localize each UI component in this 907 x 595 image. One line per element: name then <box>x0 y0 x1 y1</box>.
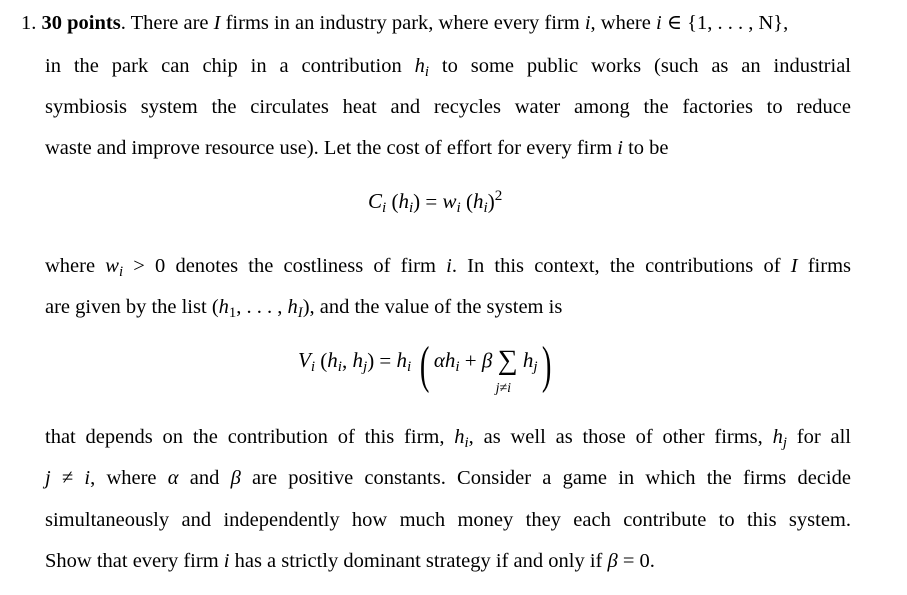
index-set: ∈ {1, . . . , N}, <box>666 12 789 34</box>
problem-line-9: simultaneously and independently how much money they each contribute to this system. <box>45 509 851 531</box>
problem-line-10: Show that every firm i has a strictly dominant strategy if and only if β = 0. <box>45 550 655 572</box>
problem-line-3: symbiosis system the circulates heat and recycles water among the factories to reduce <box>45 96 851 118</box>
cost-equation: $C_i$ $(h_i) = w_i$ $(h_i)^2$ <box>368 188 503 217</box>
problem-line-6: are given by the list ($h_1$, . . . , $h_I$), and the value of the system is <box>45 296 563 322</box>
problem-line-2: in the park can chip in a contribution $h_i$ to some public works (such as an industrial <box>45 55 851 81</box>
problem-line-5: where $w_i > 0$ denotes the costliness of firm i. In this context, the contributions of I firms <box>45 255 852 281</box>
value-equation: $V_i$ ($h_i$, $h_j) = h_i$ ( $\alpha h_i + \beta$ ∑ j≠i $h_j$) <box>298 337 551 396</box>
problem-number: 1. <box>21 12 37 34</box>
sum-index: j≠i <box>495 380 512 396</box>
problem-points: 30 points <box>41 12 121 34</box>
problem-line-1: 1. 30 points. There are I firms in an industry park, where every firm i, where i ∈ {1, . . . , N}, <box>21 12 789 34</box>
problem-line-7: that depends on the contribution of this firm, $h_i$, as well as those of other firms, $h_j$ for all <box>45 426 851 452</box>
problem-line-8: j ≠ i, where α and β are positive constants. Consider a game in which the firms decide <box>45 467 851 489</box>
problem-line-4: waste and improve resource use). Let the cost of effort for every firm i to be <box>45 137 669 159</box>
